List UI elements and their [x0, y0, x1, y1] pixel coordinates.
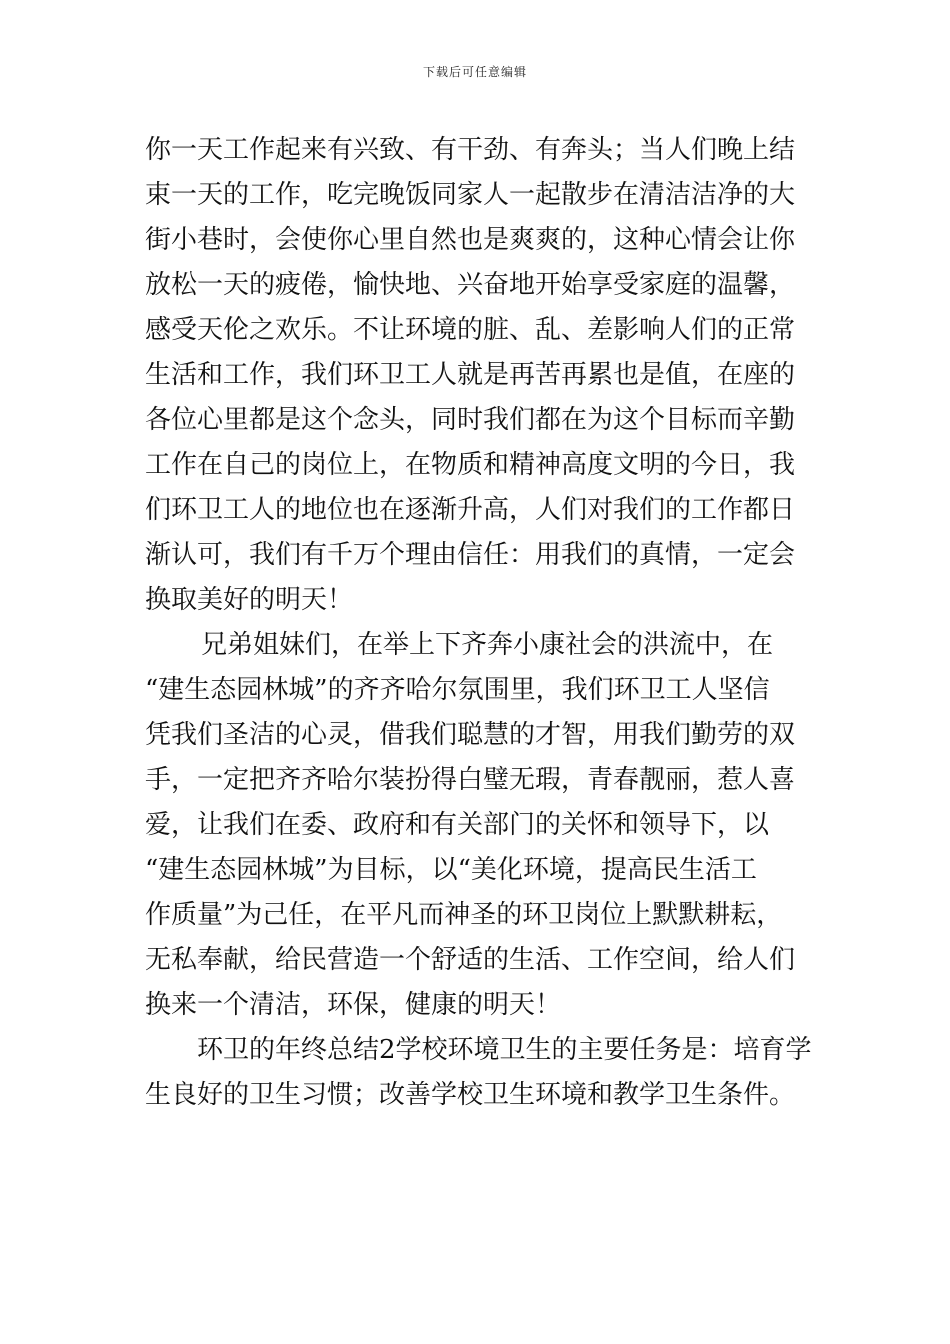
text-line: 渐认可，我们有千万个理由信任：用我们的真情，一定会: [145, 540, 796, 570]
body-text: [145, 128, 815, 1118]
page-header: 下载后可任意编辑: [422, 65, 527, 79]
text-line: 手，一定把齐齐哈尔装扮得白璧无瑕，青春靓丽，惹人喜: [145, 765, 796, 795]
text-line: 各位心里都是这个念头，同时我们都在为这个目标而辛勤: [145, 405, 796, 435]
text-line: 换取美好的明天！: [145, 585, 354, 615]
text-line: “建生态园林城”的齐齐哈尔氛围里，我们环卫工人坚信: [145, 675, 770, 705]
text-line: 换来一个清洁，环保，健康的明天！: [145, 990, 562, 1020]
text-line: 工作在自己的岗位上，在物质和精神高度文明的今日，我: [145, 450, 796, 480]
text-line: 你一天工作起来有兴致、有干劲、有奔头；当人们晚上结: [145, 135, 796, 165]
text-line: 束一天的工作，吃完晚饭同家人一起散步在清洁洁净的大: [145, 180, 796, 210]
text-line: 感受天伦之欢乐。不让环境的脏、乱、差影响人们的正常: [145, 315, 796, 345]
paragraph-start-line: 兄弟姐妹们，在举上下齐奔小康社会的洪流中，在: [201, 630, 774, 660]
text-line: 无私奉献，给民营造一个舒适的生活、工作空间，给人们: [145, 945, 796, 975]
paragraph-start-line: 环卫的年终总结2学校环境卫生的主要任务是：培育学: [197, 1035, 812, 1065]
text-line: 们环卫工人的地位也在逐渐升高，人们对我们的工作都日: [145, 495, 796, 525]
text-line: 爱，让我们在委、政府和有关部门的关怀和领导下，以: [145, 810, 770, 840]
text-line: 凭我们圣洁的心灵，借我们聪慧的才智，用我们勤劳的双: [145, 720, 796, 750]
text-line: 放松一天的疲倦，愉快地、兴奋地开始享受家庭的温馨，: [145, 270, 796, 300]
text-line: “建生态园林城”为目标，以“美化环境，提高民生活工: [145, 855, 757, 885]
text-line: 街小巷时，会使你心里自然也是爽爽的，这种心情会让你: [145, 225, 796, 255]
text-line: 作质量”为己任，在平凡而神圣的环卫岗位上默默耕耘，: [145, 900, 783, 930]
text-line: 生活和工作，我们环卫工人就是再苦再累也是值，在座的: [145, 360, 796, 390]
text-line: 生良好的卫生习惯；改善学校卫生环境和教学卫生条件。: [145, 1080, 796, 1110]
